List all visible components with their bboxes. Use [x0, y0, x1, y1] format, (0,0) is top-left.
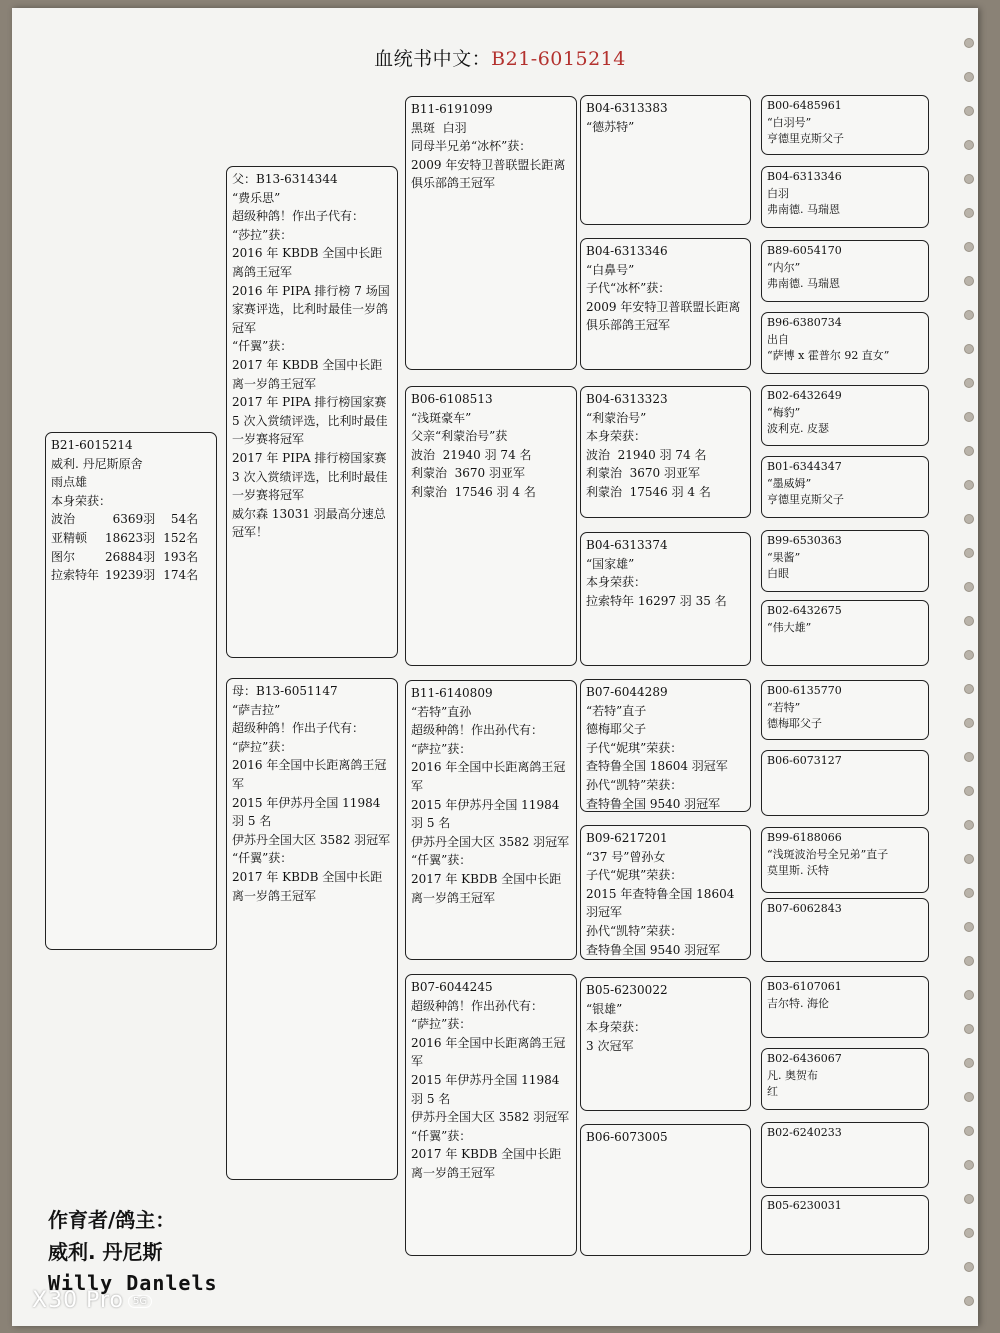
text-line: 2017 年 PIPA 排行榜国家赛 5 次入赏绩评选，比利时最佳一岁赛将冠军 — [232, 395, 391, 447]
text-line: 父：B13-6314344 — [232, 172, 338, 186]
text-line: “浅斑波治号全兄弟”直子 — [767, 847, 889, 861]
text-line: B04-6313374 — [586, 538, 668, 552]
text-line: 亨德里克斯父子 — [767, 493, 844, 506]
gggp-card-15 — [761, 1122, 929, 1188]
text-line: “若特”直子 — [586, 703, 647, 718]
text-line: 2015 年伊苏丹全国 11984 羽 5 名 — [411, 797, 564, 831]
binder-hole — [964, 990, 974, 1000]
text-line: 子代“冰杯”获： — [586, 281, 671, 296]
text-line: 母：B13-6051147 — [232, 684, 338, 698]
binder-hole — [964, 1058, 974, 1068]
text-line: 伊苏丹全国大区 3582 羽冠军 — [411, 834, 570, 849]
text-line: 查特鲁全国 9540 羽冠军 — [586, 942, 721, 957]
breeder-name-cn: 威利. 丹尼斯 — [48, 1240, 163, 1264]
text-line: 波治 21940 羽 74 名 — [586, 447, 707, 462]
gggp-card-16 — [761, 1195, 929, 1255]
text-line: B06-6108513 — [411, 392, 493, 406]
binder-hole — [964, 1194, 974, 1204]
text-line: 2016 年全国中长距离鸽王冠军 — [232, 758, 387, 791]
text-line: B99-6530363 — [767, 534, 842, 547]
text-line: 3 次冠军 — [586, 1038, 634, 1053]
text-line: 2015 年伊苏丹全国 11984 羽 5 名 — [232, 795, 385, 829]
text-line: 2017 年 KBDB 全国中长距离一岁鸽王冠军 — [411, 871, 562, 905]
binder-hole — [964, 684, 974, 694]
text-line: “墨威姆” — [767, 476, 812, 490]
text-line: “萨拉”获： — [411, 1017, 472, 1032]
text-line: 凡. 奥贺布 — [767, 1068, 818, 1082]
text-line: 利蒙治 17546 羽 4 名 — [586, 484, 711, 499]
binder-hole — [964, 514, 974, 524]
text-line: “内尔” — [767, 260, 801, 274]
pigeon-honors-table — [51, 510, 198, 584]
ggp-card-3 — [580, 386, 751, 518]
breeder-name-en: Willy Danlels — [48, 1271, 218, 1295]
binder-hole — [964, 1092, 974, 1102]
text-line: 2016 年 KBDB 全国中长距离鸽王冠军 — [232, 246, 383, 279]
text-line: “仟翼”获： — [232, 851, 293, 866]
text-line: 伊苏丹全国大区 3582 羽冠军 — [232, 832, 391, 847]
ggp-card-6 — [580, 825, 751, 960]
text-line: “仟翼”获： — [411, 1128, 472, 1143]
binder-hole — [964, 446, 974, 456]
binder-hole — [964, 344, 974, 354]
dam-card — [226, 678, 398, 1180]
binder-hole — [964, 1126, 974, 1136]
binder-hole — [964, 582, 974, 592]
text-line: 子代“妮琪”荣获： — [586, 868, 683, 883]
text-line: B21-6015214 — [51, 438, 133, 452]
text-line: B02-6240233 — [767, 1126, 842, 1139]
page-title — [0, 44, 1000, 71]
text-line: “梅豹” — [767, 405, 801, 419]
binder-hole — [964, 140, 974, 150]
gggp-card-12 — [761, 898, 929, 962]
text-line: B07-6044289 — [586, 685, 668, 699]
text-line: 黑斑 白羽 — [411, 120, 467, 135]
binder-holes — [956, 8, 978, 1326]
binder-hole — [964, 72, 974, 82]
gggp-card-3 — [761, 240, 929, 302]
text-line: B02-6432675 — [767, 604, 842, 617]
binder-hole — [964, 1160, 974, 1170]
text-line: B07-6062843 — [767, 902, 842, 915]
honor-place: 174名 — [163, 568, 199, 583]
honor-row — [51, 566, 198, 585]
text-line: “萨吉拉” — [232, 702, 281, 717]
text-line: B06-6073005 — [586, 1130, 668, 1144]
text-line: 出自 — [767, 332, 789, 346]
gggp-card-5 — [761, 385, 929, 446]
text-line: “利蒙治号” — [586, 410, 647, 425]
text-line: 拉索特年 16297 羽 35 名 — [586, 593, 727, 608]
text-line: 父亲“利蒙治号”获 — [411, 429, 508, 444]
ggp-card-2 — [580, 238, 751, 370]
binder-hole — [964, 1296, 974, 1306]
text-line: 查特鲁全国 18604 羽冠军 — [586, 759, 728, 774]
text-line: 2017 年 KBDB 全国中长距离一岁鸽王冠军 — [411, 1147, 562, 1180]
text-line: B11-6191099 — [411, 102, 493, 116]
gggp-card-8 — [761, 600, 929, 666]
grandparent-card-4 — [405, 974, 577, 1256]
text-line: 2017 年 PIPA 排行榜国家赛 3 次入赏绩评选，比利时最佳一岁赛将冠军 — [232, 450, 391, 503]
text-line: 孙代“凯特”荣获： — [586, 923, 683, 938]
binder-hole — [964, 208, 974, 218]
ggp-card-5 — [580, 679, 751, 812]
text-line: 利蒙治 3670 羽亚军 — [411, 466, 525, 481]
text-line: “仟翼”获： — [411, 853, 472, 868]
text-line: B05-6230022 — [586, 983, 668, 997]
text-line: B07-6044245 — [411, 980, 493, 994]
binder-hole — [964, 786, 974, 796]
binder-hole — [964, 718, 974, 728]
binder-hole — [964, 480, 974, 490]
text-line: 本身荣获： — [51, 493, 112, 508]
ggp-card-7 — [580, 977, 751, 1111]
text-line: “仟翼”获： — [232, 339, 293, 354]
text-line: 本身荣获： — [586, 575, 647, 590]
text-line: “莎拉”获： — [232, 227, 293, 242]
text-line: “费乐思” — [232, 190, 281, 205]
text-line: 红 — [767, 1085, 778, 1098]
text-line: 伊苏丹全国大区 3582 羽冠军 — [411, 1110, 570, 1125]
text-line: B00-6485961 — [767, 99, 842, 112]
text-line: 德梅耶父子 — [767, 717, 822, 730]
honor-race: 亚精顿 — [51, 530, 88, 545]
text-line: “白鼻号” — [586, 262, 635, 277]
watermark-text: X30 Pro — [32, 1288, 124, 1313]
text-line: 2016 年 PIPA 排行榜 7 场国家赛评选，比利时最佳一岁鸽冠军 — [232, 283, 390, 335]
title-prefix: 血统书中文： — [374, 48, 492, 70]
text-line: 2016 年全国中长距离鸽王冠军 — [411, 760, 566, 793]
text-line: 本身荣获： — [586, 1020, 647, 1035]
binder-hole — [964, 820, 974, 830]
honor-row — [51, 510, 198, 529]
binder-hole — [964, 650, 974, 660]
text-line: 亨德里克斯父子 — [767, 132, 844, 145]
text-line: “白羽号” — [767, 115, 812, 129]
binder-hole — [964, 888, 974, 898]
grandparent-card-1 — [405, 96, 577, 370]
honor-row — [51, 548, 198, 567]
text-line: 孙代“凯特”荣获： — [586, 777, 683, 792]
text-line: 2017 年 KBDB 全国中长距离一岁鸽王冠军 — [232, 357, 383, 391]
text-line: 莫里斯. 沃特 — [767, 864, 829, 877]
text-line: 波治 21940 羽 74 名 — [411, 447, 532, 462]
pigeon-info — [51, 436, 211, 510]
binder-hole — [964, 1024, 974, 1034]
title-ring-number: B21-6015214 — [491, 48, 626, 70]
sire-card — [226, 166, 398, 658]
gggp-card-4 — [761, 312, 929, 374]
text-line: 威尔森 13031 羽最高分速总冠军！ — [232, 506, 386, 540]
text-line: “萨博 x 霍普尔 92 直女” — [767, 349, 890, 362]
text-line: 白羽 — [767, 186, 789, 200]
honor-birds: 19239羽 — [105, 568, 156, 583]
breeder-label: 作育者/鸽主： — [48, 1208, 176, 1232]
binder-hole — [964, 922, 974, 932]
text-line: 2017 年 KBDB 全国中长距离一岁鸽王冠军 — [232, 869, 383, 903]
text-line: B89-6054170 — [767, 244, 842, 257]
text-line: 波利克. 皮瑟 — [767, 422, 829, 435]
binder-hole — [964, 378, 974, 388]
grandparent-card-2 — [405, 386, 577, 666]
honor-place: 54名 — [170, 512, 199, 527]
gggp-card-13 — [761, 976, 929, 1038]
text-line: 2009 年安特卫普联盟长距离俱乐部鸽王冠军 — [411, 157, 566, 191]
binder-hole — [964, 956, 974, 966]
text-line: 威利. 丹尼斯原舍 — [51, 456, 143, 471]
text-line: B02-6432649 — [767, 389, 842, 402]
text-line: “若特”直孙 — [411, 704, 472, 719]
text-line: 利蒙治 3670 羽亚军 — [586, 466, 700, 481]
ggp-card-4 — [580, 532, 751, 666]
honor-place: 193名 — [163, 549, 199, 564]
text-line: 雨点雄 — [51, 475, 88, 490]
text-line: 利蒙治 17546 羽 4 名 — [411, 484, 536, 499]
text-line: 子代“妮琪”荣获： — [586, 740, 683, 755]
text-line: B96-6380734 — [767, 316, 842, 329]
ggp-card-1 — [580, 95, 751, 225]
text-line: 2009 年安特卫普联盟长距离俱乐部鸽王冠军 — [586, 299, 741, 333]
text-line: B04-6313346 — [586, 244, 668, 258]
text-line: B11-6140809 — [411, 686, 493, 700]
gggp-card-7 — [761, 530, 929, 592]
text-line: “伟大雄” — [767, 620, 812, 634]
text-line: B03-6107061 — [767, 980, 842, 993]
text-line: “银雄” — [586, 1001, 623, 1016]
text-line: 德梅耶父子 — [586, 722, 647, 737]
grandparent-card-3 — [405, 680, 577, 960]
text-line: B99-6188066 — [767, 831, 842, 844]
honor-place: 152名 — [163, 530, 199, 545]
binder-hole — [964, 276, 974, 286]
text-line: 白眼 — [767, 567, 789, 580]
honor-race: 波治 — [51, 512, 76, 527]
text-line: B04-6313323 — [586, 392, 668, 406]
text-line: “37 号”曾孙女 — [586, 849, 666, 864]
gggp-card-14 — [761, 1048, 929, 1110]
gggp-card-1 — [761, 95, 929, 155]
text-line: 弗南德. 马瑞恩 — [767, 203, 840, 216]
text-line: “国家雄” — [586, 556, 635, 571]
pigeon-card — [45, 432, 217, 950]
text-line: “若特” — [767, 700, 801, 714]
honor-birds: 18623羽 — [105, 530, 156, 545]
text-line: 弗南德. 马瑞恩 — [767, 277, 840, 290]
text-line: 本身荣获： — [586, 429, 647, 444]
binder-hole — [964, 854, 974, 864]
camera-watermark — [32, 1288, 152, 1313]
ggp-card-8 — [580, 1124, 751, 1256]
gggp-card-2 — [761, 166, 929, 228]
text-line: B06-6073127 — [767, 754, 842, 767]
text-line: “果酱” — [767, 550, 801, 564]
text-line: “德苏特” — [586, 119, 635, 134]
text-line: B04-6313346 — [767, 170, 842, 183]
binder-hole — [964, 242, 974, 252]
text-line: B00-6135770 — [767, 684, 842, 697]
text-line: 超级种鸽！作出子代有： — [232, 721, 365, 736]
text-line: “萨拉”获： — [232, 739, 293, 754]
honor-birds: 6369羽 — [112, 512, 156, 527]
text-line: B02-6436067 — [767, 1052, 842, 1065]
binder-hole — [964, 616, 974, 626]
text-line: 超级种鸽！作出孙代有： — [411, 998, 544, 1013]
text-line: 吉尔特. 海伦 — [767, 996, 829, 1010]
honor-race: 拉索特年 — [51, 568, 100, 583]
honor-row — [51, 529, 198, 548]
text-line: 2016 年全国中长距离鸽王冠军 — [411, 1035, 566, 1069]
gggp-card-11 — [761, 827, 929, 893]
binder-hole — [964, 752, 974, 762]
watermark-5g-badge: 5G — [128, 1295, 152, 1308]
text-line: 超级种鸽！作出子代有： — [232, 209, 365, 224]
binder-hole — [964, 174, 974, 184]
text-line: 2015 年查特鲁全国 18604 羽冠军 — [586, 886, 739, 920]
binder-hole — [964, 1228, 974, 1238]
text-line: B09-6217201 — [586, 831, 668, 845]
text-line: 查特鲁全国 9540 羽冠军 — [586, 796, 721, 811]
text-line: B05-6230031 — [767, 1199, 842, 1212]
breeder-block — [48, 1204, 218, 1298]
binder-hole — [964, 548, 974, 558]
binder-hole — [964, 310, 974, 320]
gggp-card-10 — [761, 750, 929, 816]
gggp-card-6 — [761, 456, 929, 518]
text-line: “萨拉”获： — [411, 741, 472, 756]
honor-race: 图尔 — [51, 549, 76, 564]
honor-birds: 26884羽 — [105, 549, 156, 564]
gggp-card-9 — [761, 680, 929, 740]
text-line: “浅斑豪车” — [411, 410, 472, 425]
text-line: 超级种鸽！作出孙代有： — [411, 723, 544, 738]
text-line: B04-6313383 — [586, 101, 668, 115]
binder-hole — [964, 106, 974, 116]
text-line: 同母半兄弟“冰杯”获： — [411, 139, 532, 154]
text-line: 2015 年伊苏丹全国 11984 羽 5 名 — [411, 1072, 564, 1106]
text-line: B01-6344347 — [767, 460, 842, 473]
binder-hole — [964, 1262, 974, 1272]
binder-hole — [964, 412, 974, 422]
